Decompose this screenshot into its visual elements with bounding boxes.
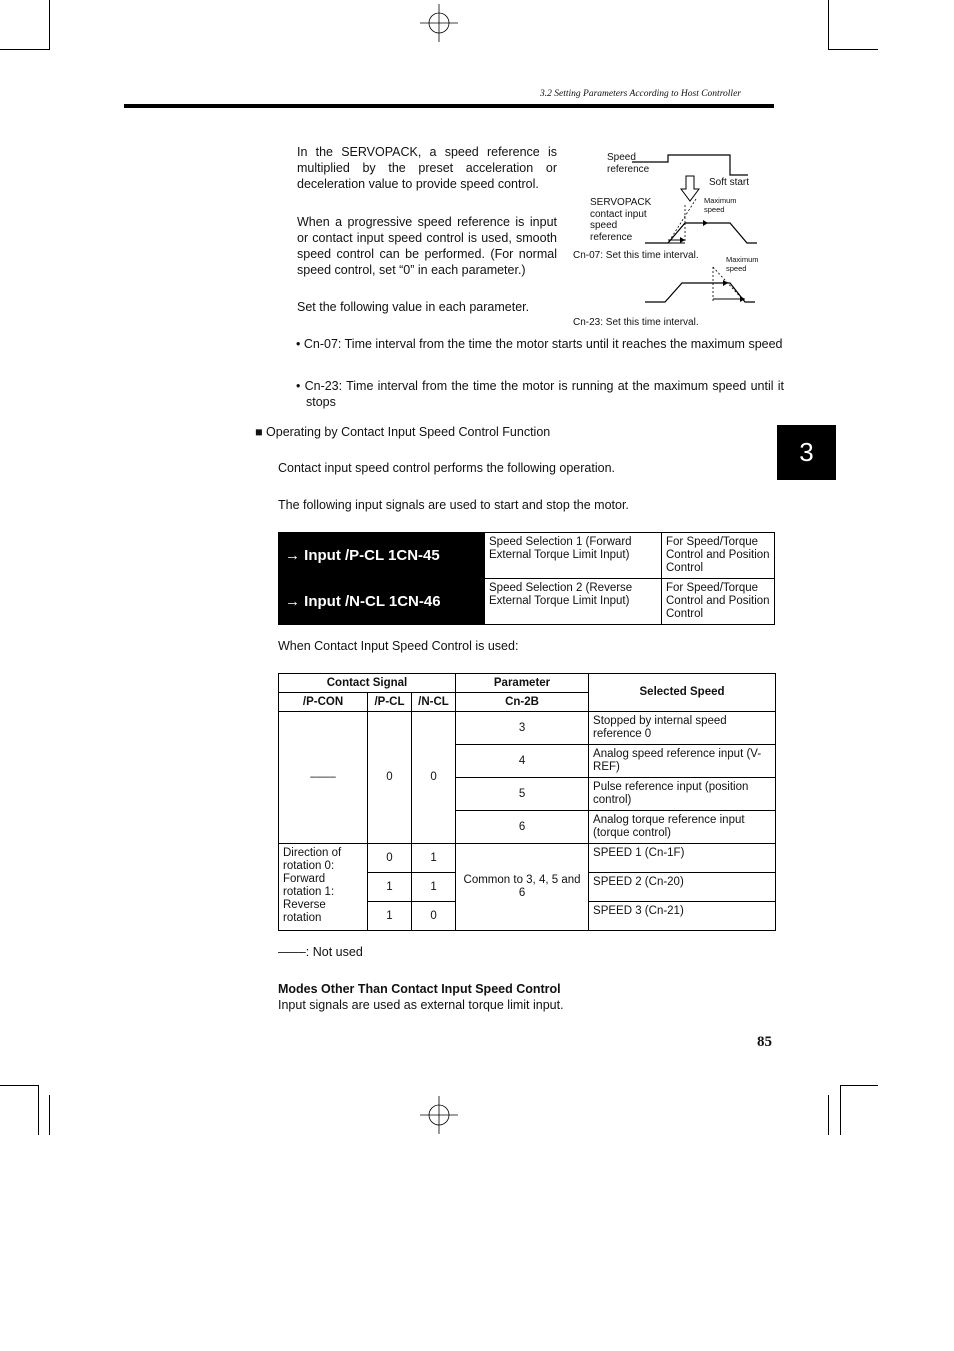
- paragraph-input-signals: The following input signals are used to start and stop the motor.: [278, 498, 629, 512]
- registration-mark: [420, 1096, 458, 1134]
- ncl-value: 1: [412, 844, 456, 873]
- header-selected-speed: Selected Speed: [589, 674, 776, 712]
- bullet-cn23: • Cn-23: Time interval from the time the motor is running at the maximum speed until it stops: [296, 379, 784, 409]
- pcl-value: 0: [368, 844, 412, 873]
- modes-heading: Modes Other Than Contact Input Speed Control: [278, 982, 561, 996]
- param-value: 6: [456, 811, 589, 844]
- crop-mark: [840, 1085, 841, 1135]
- cn23-note: Cn-23: Set this time interval.: [573, 317, 699, 328]
- signal-name: → Input /P-CL 1CN-45: [279, 533, 485, 579]
- selected-speed: SPEED 1 (Cn-1F): [589, 844, 776, 873]
- signal-description: Speed Selection 1 (Forward External Torque Limit Input): [485, 533, 662, 579]
- not-used-note: ––––: Not used: [278, 945, 363, 959]
- header-cn2b: Cn-2B: [456, 693, 589, 712]
- running-header: 3.2 Setting Parameters According to Host Controller: [540, 89, 741, 99]
- signal-mode: For Speed/Torque Control and Position Control: [662, 533, 775, 579]
- crop-mark: [828, 0, 829, 50]
- servopack-input-label: SERVOPACK contact input speed reference: [590, 197, 652, 243]
- selected-speed: SPEED 2 (Cn-20): [589, 873, 776, 902]
- signal-description: Speed Selection 2 (Reverse External Torque Limit Input): [485, 579, 662, 625]
- ncl-value: 1: [412, 873, 456, 902]
- ncl-value: 0: [412, 902, 456, 931]
- chapter-tab: 3: [777, 425, 836, 480]
- header-rule: [124, 104, 774, 108]
- paragraph-operation: Contact input speed control performs the following operation.: [278, 461, 615, 475]
- param-value: 3: [456, 712, 589, 745]
- speed-reference-label: Speed reference: [607, 152, 650, 175]
- crop-mark: [828, 1095, 829, 1135]
- crop-mark: [828, 49, 878, 50]
- table-row: [279, 533, 775, 579]
- signal-mode: For Speed/Torque Control and Position Control: [662, 579, 775, 625]
- selected-speed: Analog torque reference input (torque control): [589, 811, 776, 844]
- crop-mark: [49, 0, 50, 50]
- paragraph-when-used: When Contact Input Speed Control is used:: [278, 639, 519, 653]
- ncl-value: 0: [412, 712, 456, 844]
- header-pcl: /P-CL: [368, 693, 412, 712]
- pcon-not-used: ––––: [279, 712, 368, 844]
- pcl-value: 1: [368, 873, 412, 902]
- input-signal-table: [278, 532, 775, 625]
- signal-name: → Input /N-CL 1CN-46: [279, 579, 485, 625]
- registration-mark: [420, 4, 458, 42]
- crop-mark: [38, 1085, 39, 1135]
- param-common: Common to 3, 4, 5 and 6: [456, 844, 589, 931]
- soft-start-label: Soft start: [709, 177, 750, 188]
- crop-mark: [0, 49, 50, 50]
- crop-mark: [49, 1095, 50, 1135]
- modes-text: Input signals are used as external torque limit input.: [278, 998, 564, 1012]
- table-header-row: [279, 674, 776, 693]
- page-number: 85: [757, 1034, 772, 1050]
- param-value: 5: [456, 778, 589, 811]
- direction-of-rotation: Direction of rotation 0: Forward rotation 1: Reverse rotation: [279, 844, 368, 931]
- header-ncl: /N-CL: [412, 693, 456, 712]
- crop-mark: [0, 1085, 38, 1086]
- header-contact-signal: Contact Signal: [279, 674, 456, 693]
- bullet-cn07: • Cn-07: Time interval from the time the motor starts until it reaches the maximum speed: [296, 337, 783, 351]
- pcl-value: 1: [368, 902, 412, 931]
- section-heading: ■ Operating by Contact Input Speed Control Function: [255, 425, 551, 439]
- selected-speed: Analog speed reference input (V-REF): [589, 745, 776, 778]
- param-value: 4: [456, 745, 589, 778]
- table-row: [279, 712, 776, 745]
- table-row: [279, 844, 776, 873]
- cn07-note: Cn-07: Set this time interval.: [573, 250, 699, 261]
- intro-paragraph-2: When a progressive speed reference is input or contact input speed control is used, smooth speed control can be performed. (For normal speed control, set “0” in each parameter.): [297, 215, 557, 277]
- selected-speed: Pulse reference input (position control): [589, 778, 776, 811]
- table-row: [279, 579, 775, 625]
- header-pcon: /P-CON: [279, 693, 368, 712]
- pcl-value: 0: [368, 712, 412, 844]
- selected-speed: SPEED 3 (Cn-21): [589, 902, 776, 931]
- header-parameter: Parameter: [456, 674, 589, 693]
- selected-speed: Stopped by internal speed reference 0: [589, 712, 776, 745]
- max-speed-label-2: Maximum speed: [726, 255, 759, 273]
- contact-signal-table: [278, 673, 776, 931]
- intro-paragraph-1: In the SERVOPACK, a speed reference is multiplied by the preset acceleration or deceleration value to provide speed control.: [297, 145, 557, 191]
- crop-mark: [840, 1085, 878, 1086]
- max-speed-label-1: Maximum speed: [704, 196, 737, 214]
- intro-paragraph-3: Set the following value in each parameter.: [297, 300, 530, 314]
